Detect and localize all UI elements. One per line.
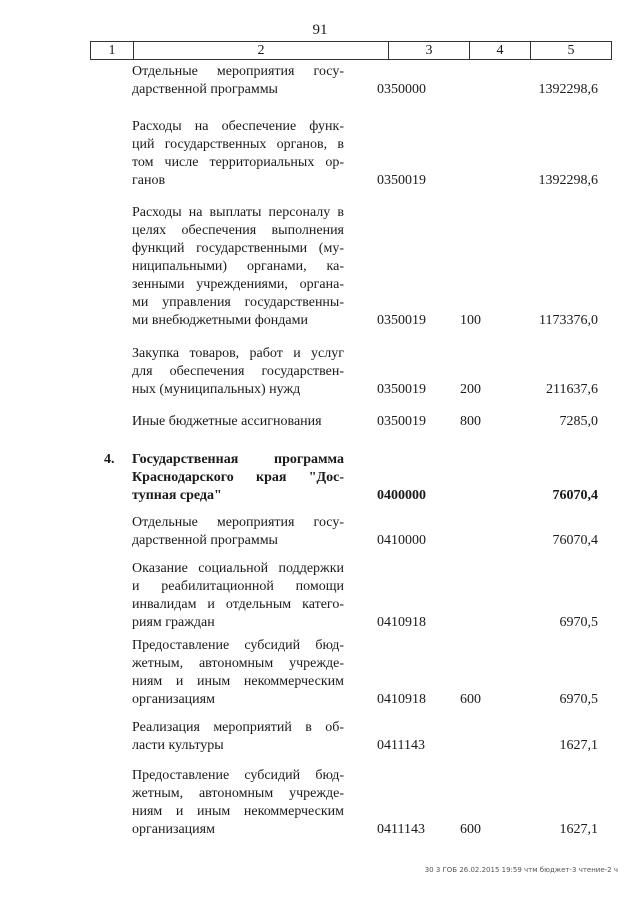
target-article-code: 0350019 bbox=[377, 414, 426, 429]
column-number-3: 3 bbox=[425, 43, 433, 58]
description-line: дарственной программы bbox=[132, 82, 278, 97]
target-article-code: 0350000 bbox=[377, 82, 426, 97]
description-line: ласти культуры bbox=[132, 738, 224, 753]
row-description bbox=[132, 118, 344, 190]
row-number: 4. bbox=[104, 452, 115, 467]
description-line: Расходы на выплаты персоналу в bbox=[132, 205, 344, 220]
description-line: Закупка товаров, работ и услуг bbox=[132, 346, 344, 361]
amount-value: 76070,4 bbox=[552, 533, 598, 548]
column-number-5: 5 bbox=[567, 43, 575, 58]
target-article-code: 0410000 bbox=[377, 533, 426, 548]
row-description bbox=[132, 767, 344, 839]
description-line: тупная среда" bbox=[132, 488, 222, 503]
target-article-code: 0410918 bbox=[377, 692, 426, 707]
description-line: ганов bbox=[132, 173, 166, 188]
target-article-code: 0411143 bbox=[377, 738, 425, 753]
description-line: Краснодарского края "Дос- bbox=[132, 470, 344, 485]
amount-value: 1173376,0 bbox=[539, 313, 598, 328]
description-line: Иные бюджетные ассигнования bbox=[132, 414, 322, 429]
description-line: инвалидам и отдельным катего- bbox=[132, 597, 344, 612]
description-line: Предоставление субсидий бюд- bbox=[132, 638, 344, 653]
expense-type-code: 600 bbox=[460, 822, 481, 837]
description-line: Расходы на обеспечение функ- bbox=[132, 119, 344, 134]
description-line: зенными учреждениями, органа- bbox=[132, 277, 344, 292]
description-line: организациям bbox=[132, 692, 215, 707]
target-article-code: 0350019 bbox=[377, 173, 426, 188]
description-line: дарственной программы bbox=[132, 533, 278, 548]
description-line: риям граждан bbox=[132, 615, 215, 630]
description-line: функций государственными (му- bbox=[132, 241, 344, 256]
description-line: том числе территориальных ор- bbox=[132, 155, 344, 170]
amount-value: 1627,1 bbox=[559, 738, 598, 753]
target-article-code: 0400000 bbox=[377, 488, 426, 503]
target-article-code: 0350019 bbox=[377, 313, 426, 328]
amount-value: 1392298,6 bbox=[538, 173, 598, 188]
row-description bbox=[132, 413, 344, 431]
description-line: ниям и иным некоммерческим bbox=[132, 804, 344, 819]
amount-value: 7285,0 bbox=[559, 414, 598, 429]
row-description bbox=[132, 637, 344, 709]
description-line: Оказание социальной поддержки bbox=[132, 561, 344, 576]
amount-value: 6970,5 bbox=[559, 615, 598, 630]
description-line: целях обеспечения выполнения bbox=[132, 223, 344, 238]
expense-type-code: 100 bbox=[460, 313, 481, 328]
column-number-2: 2 bbox=[257, 43, 265, 58]
amount-value: 1627,1 bbox=[559, 822, 598, 837]
row-description bbox=[132, 514, 344, 550]
row-description bbox=[132, 63, 344, 99]
row-description bbox=[132, 204, 344, 330]
amount-value: 211637,6 bbox=[546, 382, 598, 397]
description-line: ниям и иным некоммерческим bbox=[132, 674, 344, 689]
amount-value: 76070,4 bbox=[552, 488, 598, 503]
row-description bbox=[132, 451, 344, 505]
target-article-code: 0411143 bbox=[377, 822, 425, 837]
target-article-code: 0410918 bbox=[377, 615, 426, 630]
description-line: Отдельные мероприятия госу- bbox=[132, 64, 344, 79]
description-line: ниципальными) органами, ка- bbox=[132, 259, 344, 274]
description-line: и реабилитационной помощи bbox=[132, 579, 344, 594]
description-line: Предоставление субсидий бюд- bbox=[132, 768, 344, 783]
expense-type-code: 200 bbox=[460, 382, 481, 397]
amount-value: 1392298,6 bbox=[538, 82, 598, 97]
description-line: Реализация мероприятий в об- bbox=[132, 720, 344, 735]
description-line: для обеспечения государствен- bbox=[132, 364, 344, 379]
column-number-4: 4 bbox=[496, 43, 504, 58]
description-line: жетным, автономным учрежде- bbox=[132, 656, 344, 671]
footer-print-stamp: 30 3 ГОБ 26.02.2015 19:59 чтм бюджет-3 чтение-2 ч bbox=[424, 866, 618, 874]
expense-type-code: 600 bbox=[460, 692, 481, 707]
description-line: Отдельные мероприятия госу- bbox=[132, 515, 344, 530]
row-description bbox=[132, 719, 344, 755]
table-header bbox=[90, 41, 612, 60]
description-line: жетным, автономным учрежде- bbox=[132, 786, 344, 801]
row-description bbox=[132, 560, 344, 632]
column-number-1: 1 bbox=[108, 43, 116, 58]
description-line: Государственная программа bbox=[132, 452, 344, 467]
description-line: ций государственных органов, в bbox=[132, 137, 344, 152]
page-number: 91 bbox=[312, 22, 328, 38]
description-line: ми внебюджетными фондами bbox=[132, 313, 308, 328]
expense-type-code: 800 bbox=[460, 414, 481, 429]
row-description bbox=[132, 345, 344, 399]
description-line: ных (муниципальных) нужд bbox=[132, 382, 301, 397]
description-line: ми управления государственны- bbox=[132, 295, 344, 310]
amount-value: 6970,5 bbox=[559, 692, 598, 707]
target-article-code: 0350019 bbox=[377, 382, 426, 397]
description-line: организациям bbox=[132, 822, 215, 837]
